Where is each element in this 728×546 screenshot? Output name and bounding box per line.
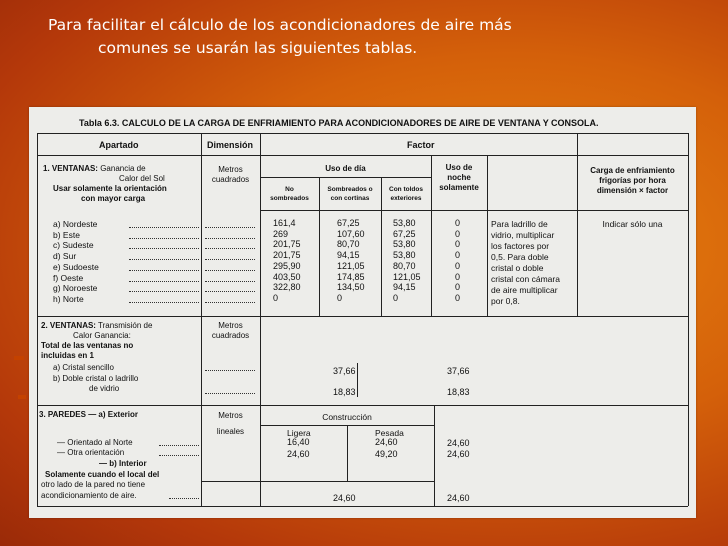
row-value-v3: 80,70 [393, 260, 416, 271]
s1-line3: Usar solamente la orientación [53, 184, 167, 193]
row-label: c) Sudeste [53, 240, 94, 251]
slide-text-line-1: Para facilitar el cálculo de los acondicionadores de aire más [48, 16, 512, 34]
row-value-v4: 0 [455, 271, 461, 282]
table-border [37, 405, 688, 406]
row-dim-dots [205, 291, 255, 292]
col-carga-2: frigorías por hora [599, 176, 666, 185]
col-toldos [381, 185, 431, 203]
row-label: f) Oeste [53, 272, 84, 283]
s2-title-bold: 2. VENTANAS: [41, 321, 96, 330]
s1-note [491, 219, 560, 307]
row-dim-dots [205, 248, 255, 249]
row-value-v3: 94,15 [393, 282, 416, 293]
row-value-v4: 0 [455, 239, 461, 250]
table-border [37, 155, 688, 156]
row-value-v3: 53,80 [393, 250, 416, 261]
table-border [347, 425, 348, 481]
accent-mark [14, 356, 24, 360]
s2-dim-1: Metros [218, 321, 243, 330]
s2-dim-2: cuadrados [211, 331, 250, 340]
row-value-v3: 0 [393, 292, 399, 303]
row-value-v2: 121,05 [337, 260, 365, 271]
s2-dim [201, 321, 260, 341]
s2-title [41, 321, 152, 331]
table-border [434, 405, 435, 506]
s3-p1: 24,60 [375, 437, 398, 447]
s2-line2: Calor Ganancia: [73, 331, 131, 340]
s3-item2: — Otra orientación [57, 448, 125, 457]
row-leader-dots [129, 302, 199, 303]
s3-dots [159, 445, 199, 446]
col-carga-1: Carga de enfriamiento [590, 166, 675, 175]
s3-note3: acondicionamiento de aire. [41, 491, 137, 500]
row-dim-dots [205, 270, 255, 271]
row-label: a) Nordeste [53, 219, 98, 229]
s2-line3: Total de las ventanas no [41, 341, 134, 350]
accent-mark [18, 395, 26, 399]
row-value-v2: 0 [337, 292, 343, 303]
s3-l1: 16,40 [287, 437, 310, 447]
s2-va-noche: 37,66 [447, 366, 470, 376]
row-value-v4: 0 [455, 218, 461, 228]
row-value-v2: 80,70 [337, 239, 360, 250]
s3-dots [169, 498, 199, 499]
s3-title-bold: 3. PAREDES [39, 410, 86, 419]
table-border [487, 155, 488, 316]
s3-interior-noche: 24,60 [447, 493, 470, 503]
col-noche-3: solamente [439, 183, 479, 192]
scanned-table [29, 107, 696, 518]
col-no-1: No [285, 186, 294, 193]
col-noche [431, 163, 487, 193]
row-value-v2: 134,50 [337, 282, 365, 293]
note-line: 0,5. Para doble [491, 252, 549, 262]
uso-de-dia: Uso de día [325, 164, 366, 173]
row-label: g) Noroeste [53, 283, 98, 294]
col-sombr-2: con cortinas [330, 195, 370, 202]
note-line: Para ladrillo de [491, 219, 548, 229]
note-line: de aire multiplicar [491, 285, 558, 295]
row-leader-dots [129, 259, 199, 260]
s2-vb-noche: 18,83 [447, 387, 470, 397]
row-value-v1: 295,90 [273, 260, 301, 271]
row-label: h) Norte [53, 293, 84, 304]
table-border [37, 133, 688, 134]
table-border [357, 363, 358, 397]
row-leader-dots [129, 281, 199, 282]
row-value-v4: 0 [455, 228, 461, 239]
row-leader-dots [129, 238, 199, 239]
table-border [37, 506, 688, 507]
row-value-v2: 174,85 [337, 271, 365, 282]
col-sombreados [319, 185, 381, 203]
s2-dim-dots [205, 393, 255, 394]
s1-indicar: Indicar sólo una [602, 219, 663, 229]
row-value-v2: 107,60 [337, 228, 365, 239]
s2-item-b2: de vidrio [89, 384, 120, 393]
row-dim-dots [205, 302, 255, 303]
s2-line4: incluidas en 1 [41, 351, 94, 360]
col-noche-1: Uso de [445, 163, 473, 172]
s3-dim-2: lineales [216, 427, 245, 436]
s3-construccion: Construcción [322, 412, 372, 422]
s2-title-rest: Transmisión de [95, 321, 153, 330]
col-no-sombreados [260, 185, 319, 203]
row-value-v1: 322,80 [273, 282, 301, 293]
s3-ligera: Ligera [287, 428, 311, 438]
row-value-v3: 53,80 [393, 218, 416, 228]
table-border [260, 210, 688, 211]
s3-item3: — b) Interior [99, 459, 147, 468]
table-border [201, 481, 434, 482]
row-value-v1: 161,4 [273, 218, 296, 228]
note-line: cristal con cámara [491, 274, 560, 284]
row-label: e) Sudoeste [53, 261, 99, 272]
s3-n1: 24,60 [447, 438, 470, 448]
row-value-v3: 121,05 [393, 271, 421, 282]
s2-item-a: a) Cristal sencillo [53, 363, 114, 372]
row-value-v3: 53,80 [393, 239, 416, 250]
s2-item-b: b) Doble cristal o ladrillo [53, 374, 139, 383]
table-border [260, 177, 431, 178]
col-toldos-1: Con toldos [389, 186, 423, 193]
s3-item1: — Orientado al Norte [57, 438, 133, 447]
row-value-v2: 94,15 [337, 250, 360, 261]
s3-dots [159, 455, 199, 456]
slide-text [48, 14, 688, 60]
s3-pesada: Pesada [375, 428, 404, 438]
s3-note1: Solamente cuando el local del [45, 470, 160, 479]
row-value-v2: 67,25 [337, 218, 360, 228]
row-leader-dots [129, 270, 199, 271]
s1-dim-1: Metros [218, 165, 243, 174]
s1-dim [201, 165, 260, 185]
row-dim-dots [205, 281, 255, 282]
table-title: Tabla 6.3. CALCULO DE LA CARGA DE ENFRIAMIENTO PARA ACONDICIONADORES DE AIRE DE VENTANA Y CONSOLA. [79, 118, 599, 128]
row-leader-dots [129, 248, 199, 249]
s1-line4: con mayor carga [81, 194, 146, 203]
col-noche-2: noche [447, 173, 471, 182]
col-toldos-2: exteriores [390, 195, 422, 202]
row-value-v1: 201,75 [273, 250, 301, 261]
s3-note2: otro lado de la pared no tiene [41, 480, 146, 489]
row-value-v1: 201,75 [273, 239, 301, 250]
s3-l2: 24,60 [287, 449, 310, 459]
col-sombr-1: Sombreados o [327, 186, 373, 193]
col-no-2: sombreados [270, 195, 309, 202]
table-border [37, 133, 38, 506]
s3-p2: 49,20 [375, 449, 398, 459]
s1-title-rest: Ganancia de [97, 164, 146, 173]
row-dim-dots [205, 238, 255, 239]
s1-dim-2: cuadrados [211, 175, 250, 184]
row-value-v4: 0 [455, 260, 461, 271]
s3-dim [201, 411, 260, 437]
row-value-v4: 0 [455, 282, 461, 293]
table-border [201, 133, 202, 506]
s1-line2: Calor del Sol [119, 174, 165, 183]
s3-n2: 24,60 [447, 449, 470, 459]
row-dim-dots [205, 227, 255, 228]
s2-dim-dots [205, 370, 255, 371]
row-value-v1: 269 [273, 228, 289, 239]
col-carga [577, 166, 688, 196]
header-factor: Factor [407, 140, 435, 150]
row-leader-dots [129, 291, 199, 292]
note-line: cristal o doble [491, 263, 544, 273]
s3-dim-1: Metros [218, 411, 243, 420]
table-border [688, 133, 689, 506]
note-line: los factores por [491, 241, 550, 251]
header-dimension: Dimensión [207, 140, 254, 150]
note-line: por 0,8. [491, 296, 520, 306]
row-value-v1: 403,50 [273, 271, 301, 282]
s2-va-dia: 37,66 [333, 366, 356, 376]
row-value-v4: 0 [455, 292, 461, 303]
s3-title [39, 410, 138, 420]
s3-title-rest: — a) Exterior [85, 410, 138, 419]
header-apartado: Apartado [99, 140, 139, 150]
row-leader-dots [129, 227, 199, 228]
row-dim-dots [205, 259, 255, 260]
slide-text-line-2: comunes se usarán las siguientes tablas. [98, 39, 418, 57]
note-line: vidrio, multiplicar [491, 230, 555, 240]
s2-vb-dia: 18,83 [333, 387, 356, 397]
s1-title-bold: 1. VENTANAS: [43, 164, 98, 173]
row-value-v1: 0 [273, 292, 279, 303]
row-value-v4: 0 [455, 250, 461, 261]
s1-title [43, 164, 146, 174]
row-value-v3: 67,25 [393, 228, 416, 239]
table-border [37, 316, 688, 317]
row-label: d) Sur [53, 251, 77, 262]
col-carga-3: dimensión × factor [596, 186, 669, 195]
row-label: b) Este [53, 229, 80, 240]
s3-interior-dia: 24,60 [333, 493, 356, 503]
